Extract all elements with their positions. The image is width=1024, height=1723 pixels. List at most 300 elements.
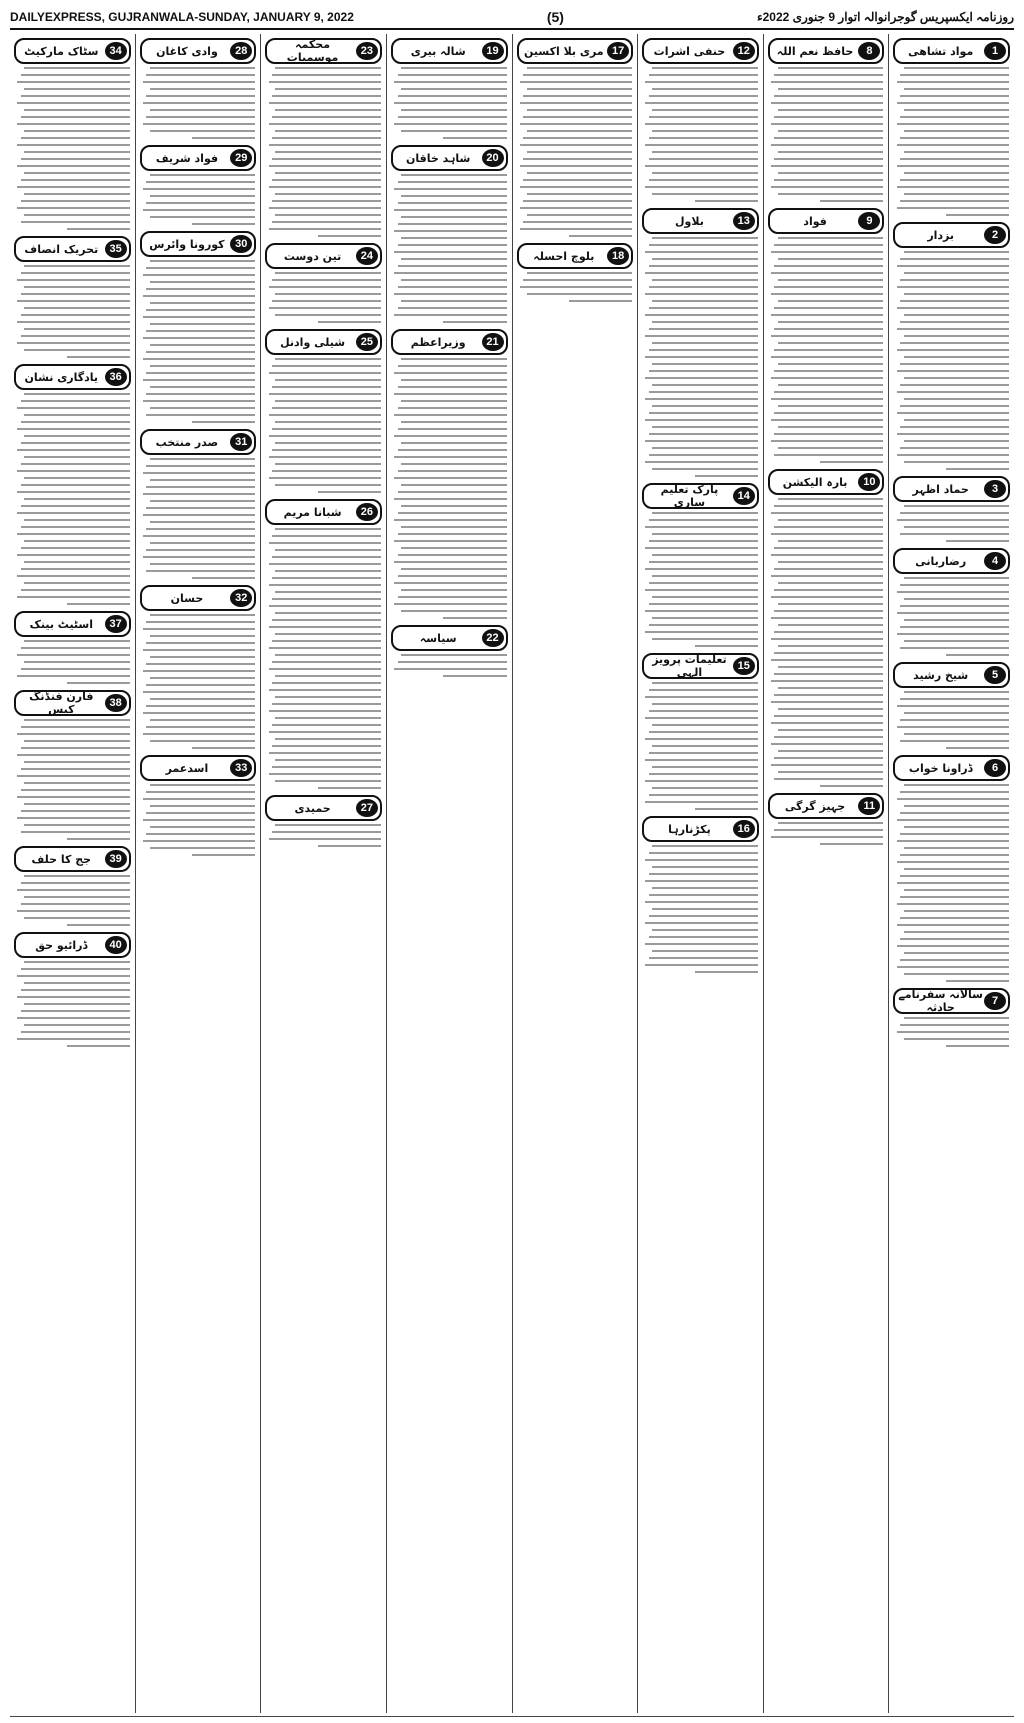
text-line	[394, 540, 506, 542]
text-line	[67, 228, 130, 230]
text-line	[24, 349, 129, 351]
text-line	[398, 286, 507, 288]
text-line	[24, 88, 129, 90]
text-line	[897, 798, 1009, 800]
text-line	[645, 314, 757, 316]
text-line	[520, 186, 632, 188]
text-line	[900, 447, 1009, 449]
text-line	[645, 440, 757, 442]
text-line	[272, 598, 381, 600]
text-line	[774, 307, 883, 309]
text-line	[275, 214, 380, 216]
text-line	[904, 931, 1009, 933]
text-line	[146, 621, 255, 623]
text-line	[652, 193, 757, 195]
text-line	[150, 719, 255, 721]
text-line	[649, 540, 758, 542]
text-line	[269, 144, 381, 146]
text-line	[652, 151, 757, 153]
story-body-text	[14, 67, 131, 230]
text-line	[645, 859, 757, 861]
text-line	[146, 705, 255, 707]
text-line	[900, 626, 1009, 628]
text-line	[904, 398, 1009, 400]
text-line	[900, 854, 1009, 856]
text-line	[774, 286, 883, 288]
text-line	[520, 81, 632, 83]
text-line	[24, 151, 129, 153]
text-line	[146, 507, 255, 509]
text-line	[778, 519, 883, 521]
text-line	[143, 295, 255, 297]
text-line	[143, 358, 255, 360]
text-line	[21, 335, 130, 337]
text-line	[946, 747, 1009, 749]
text-line	[645, 759, 757, 761]
text-line	[649, 307, 758, 309]
text-line	[269, 689, 381, 691]
text-line	[269, 477, 381, 479]
story-title: تعلیمات پرویز الہی	[652, 653, 727, 679]
text-line	[275, 151, 380, 153]
text-line	[146, 684, 255, 686]
story-heading	[391, 329, 508, 355]
text-line	[520, 228, 632, 230]
text-line	[904, 461, 1009, 463]
text-line	[401, 589, 506, 591]
text-line	[520, 144, 632, 146]
text-line	[900, 698, 1009, 700]
text-line	[146, 549, 255, 551]
text-line	[652, 109, 757, 111]
story-heading	[265, 329, 382, 355]
text-line	[67, 682, 130, 684]
story-body-text	[893, 1017, 1010, 1047]
text-line	[652, 384, 757, 386]
text-line	[649, 158, 758, 160]
text-line	[900, 279, 1009, 281]
text-line	[24, 435, 129, 437]
text-line	[269, 584, 381, 586]
text-line	[652, 887, 757, 889]
text-line	[900, 584, 1009, 586]
text-line	[21, 882, 130, 884]
text-line	[272, 470, 381, 472]
story-title: حافظ نعم اللہ	[776, 44, 854, 58]
text-line	[652, 363, 757, 365]
text-line	[17, 817, 129, 819]
text-line	[897, 370, 1009, 372]
text-line	[272, 200, 381, 202]
text-line	[649, 74, 758, 76]
text-line	[150, 109, 255, 111]
text-line	[778, 342, 883, 344]
text-line	[17, 186, 129, 188]
text-line	[649, 752, 758, 754]
text-line	[649, 179, 758, 181]
text-line	[649, 873, 758, 875]
text-line	[897, 819, 1009, 821]
text-line	[275, 717, 380, 719]
text-line	[645, 943, 757, 945]
text-line	[401, 654, 506, 656]
story-heading	[642, 483, 759, 509]
text-line	[401, 279, 506, 281]
text-line	[21, 505, 130, 507]
story-body-text	[893, 691, 1010, 749]
text-line	[146, 570, 255, 572]
text-line	[900, 833, 1009, 835]
text-line	[771, 419, 883, 421]
text-line	[774, 694, 883, 696]
story-number-badge: 1	[984, 42, 1006, 60]
text-line	[778, 708, 883, 710]
story-body-text	[140, 67, 257, 139]
text-line	[394, 477, 506, 479]
text-line	[17, 407, 129, 409]
text-line	[394, 456, 506, 458]
text-line	[778, 426, 883, 428]
news-story	[265, 795, 382, 847]
text-line	[771, 512, 883, 514]
story-body-text	[14, 961, 131, 1047]
text-line	[21, 589, 130, 591]
text-line	[150, 323, 255, 325]
text-line	[398, 596, 507, 598]
story-heading	[140, 231, 257, 257]
text-line	[649, 349, 758, 351]
text-line	[146, 309, 255, 311]
text-line	[401, 484, 506, 486]
text-line	[774, 433, 883, 435]
text-line	[146, 116, 255, 118]
text-line	[21, 768, 130, 770]
text-line	[771, 617, 883, 619]
text-line	[24, 109, 129, 111]
story-body-text	[140, 174, 257, 225]
text-line	[778, 645, 883, 647]
text-line	[272, 386, 381, 388]
text-line	[394, 272, 506, 274]
text-line	[24, 561, 129, 563]
text-line	[143, 733, 255, 735]
text-line	[649, 894, 758, 896]
text-line	[394, 81, 506, 83]
text-line	[904, 67, 1009, 69]
text-line	[150, 479, 255, 481]
text-line	[527, 67, 632, 69]
text-line	[520, 207, 632, 209]
text-line	[904, 1017, 1009, 1019]
text-line	[897, 265, 1009, 267]
text-line	[900, 959, 1009, 961]
text-line	[897, 207, 1009, 209]
story-number-badge: 12	[733, 42, 755, 60]
text-line	[269, 186, 381, 188]
text-line	[275, 379, 380, 381]
text-line	[904, 440, 1009, 442]
text-line	[67, 1045, 130, 1047]
text-line	[774, 547, 883, 549]
story-heading	[265, 38, 382, 64]
news-column	[135, 34, 261, 1713]
story-number-badge: 15	[733, 657, 755, 675]
text-line	[17, 428, 129, 430]
text-line	[272, 449, 381, 451]
story-number-badge: 36	[105, 368, 127, 386]
text-line	[21, 810, 130, 812]
text-line	[778, 88, 883, 90]
text-line	[192, 137, 255, 139]
text-line	[649, 286, 758, 288]
text-line	[269, 626, 381, 628]
text-line	[192, 747, 255, 749]
text-line	[900, 321, 1009, 323]
text-line	[523, 116, 632, 118]
story-number-badge: 23	[356, 42, 378, 60]
text-line	[17, 1017, 129, 1019]
text-line	[652, 908, 757, 910]
text-line	[904, 335, 1009, 337]
text-line	[21, 968, 130, 970]
text-line	[897, 102, 1009, 104]
story-title: ڈرائیو حق	[35, 938, 88, 952]
text-line	[645, 738, 757, 740]
text-line	[272, 766, 381, 768]
story-heading	[893, 38, 1010, 64]
story-heading	[140, 38, 257, 64]
story-heading	[893, 988, 1010, 1014]
story-title: شیخ رشید	[913, 668, 969, 682]
text-line	[269, 456, 381, 458]
text-line	[652, 682, 757, 684]
text-line	[652, 405, 757, 407]
text-line	[778, 822, 883, 824]
text-line	[649, 519, 758, 521]
text-line	[771, 575, 883, 577]
story-heading	[517, 38, 634, 64]
story-number-badge: 32	[230, 589, 252, 607]
text-line	[192, 223, 255, 225]
story-title: اسدعمر	[165, 761, 209, 775]
news-column	[512, 34, 638, 1713]
text-line	[771, 764, 883, 766]
text-line	[24, 661, 129, 663]
text-line	[272, 116, 381, 118]
text-line	[774, 265, 883, 267]
text-line	[771, 554, 883, 556]
story-body-text	[893, 67, 1010, 216]
story-number-badge: 7	[984, 992, 1006, 1010]
text-line	[143, 712, 255, 714]
story-body-text	[265, 824, 382, 847]
text-line	[443, 321, 506, 323]
text-line	[649, 710, 758, 712]
text-line	[21, 1010, 130, 1012]
story-title: حسان	[170, 591, 204, 605]
text-line	[527, 130, 632, 132]
story-heading	[768, 208, 885, 234]
text-line	[527, 172, 632, 174]
text-line	[649, 265, 758, 267]
text-line	[900, 812, 1009, 814]
text-line	[17, 81, 129, 83]
text-line	[401, 174, 506, 176]
text-line	[17, 733, 129, 735]
story-heading	[893, 222, 1010, 248]
text-line	[904, 784, 1009, 786]
story-title: مواد تشاھی	[908, 44, 974, 58]
text-line	[24, 414, 129, 416]
text-line	[652, 703, 757, 705]
story-heading	[14, 611, 131, 637]
story-title: فواد شریف	[155, 151, 219, 165]
story-title: فارن فنڈنگ کیس	[29, 690, 94, 716]
text-line	[394, 188, 506, 190]
text-line	[652, 258, 757, 260]
text-line	[398, 74, 507, 76]
text-line	[21, 200, 130, 202]
text-line	[394, 293, 506, 295]
story-number-badge: 37	[105, 615, 127, 633]
text-line	[652, 554, 757, 556]
text-line	[24, 286, 129, 288]
text-line	[652, 468, 757, 470]
text-line	[900, 1024, 1009, 1026]
news-story	[14, 846, 131, 926]
text-line	[269, 605, 381, 607]
text-line	[272, 158, 381, 160]
story-title: تین دوست	[283, 249, 342, 263]
text-line	[272, 279, 381, 281]
text-line	[774, 568, 883, 570]
text-line	[771, 123, 883, 125]
text-line	[394, 372, 506, 374]
story-heading	[893, 548, 1010, 574]
text-line	[904, 952, 1009, 954]
news-story	[14, 364, 131, 605]
masthead-urdu: روزنامہ ایکسپریس گوجرانوالہ اتوار 9 جنوری 2022ء	[756, 10, 1014, 24]
text-line	[523, 179, 632, 181]
text-line	[146, 486, 255, 488]
text-line	[523, 95, 632, 97]
text-line	[900, 426, 1009, 428]
text-line	[24, 640, 129, 642]
text-line	[652, 342, 757, 344]
text-line	[900, 74, 1009, 76]
text-line	[269, 435, 381, 437]
text-line	[649, 433, 758, 435]
text-line	[523, 279, 632, 281]
text-line	[904, 526, 1009, 528]
text-line	[401, 610, 506, 612]
story-title: وزیراعظم	[410, 335, 466, 349]
text-line	[771, 102, 883, 104]
text-line	[150, 847, 255, 849]
story-number-badge: 17	[607, 42, 629, 60]
text-line	[21, 116, 130, 118]
text-line	[771, 533, 883, 535]
text-line	[150, 365, 255, 367]
text-line	[771, 186, 883, 188]
text-line	[21, 568, 130, 570]
story-heading	[140, 429, 257, 455]
story-title: جج کا حلف	[31, 852, 92, 866]
story-number-badge: 22	[482, 629, 504, 647]
text-line	[897, 286, 1009, 288]
text-line	[774, 244, 883, 246]
text-line	[24, 803, 129, 805]
text-line	[272, 640, 381, 642]
text-line	[150, 386, 255, 388]
text-line	[695, 645, 758, 647]
text-line	[272, 365, 381, 367]
story-body-text	[391, 67, 508, 139]
text-line	[645, 272, 757, 274]
text-line	[146, 812, 255, 814]
text-line	[778, 363, 883, 365]
text-line	[150, 784, 255, 786]
text-line	[645, 144, 757, 146]
text-line	[143, 514, 255, 516]
story-heading	[642, 816, 759, 842]
story-number-badge: 13	[733, 212, 755, 230]
text-line	[146, 414, 255, 416]
story-number-badge: 35	[105, 240, 127, 258]
story-title: اسٹیٹ بینک	[29, 617, 94, 631]
text-line	[649, 603, 758, 605]
text-line	[904, 1038, 1009, 1040]
text-line	[401, 505, 506, 507]
story-heading	[642, 38, 759, 64]
text-line	[645, 717, 757, 719]
text-line	[778, 151, 883, 153]
text-line	[774, 454, 883, 456]
text-line	[652, 638, 757, 640]
text-line	[269, 286, 381, 288]
text-line	[17, 554, 129, 556]
text-line	[398, 223, 507, 225]
text-line	[904, 598, 1009, 600]
story-number-badge: 10	[858, 473, 880, 491]
news-story	[768, 208, 885, 463]
story-number-badge: 16	[733, 820, 755, 838]
text-line	[275, 675, 380, 677]
text-line	[150, 88, 255, 90]
text-line	[649, 852, 758, 854]
text-line	[269, 102, 381, 104]
story-body-text	[642, 237, 759, 477]
masthead	[10, 6, 1014, 30]
story-heading	[768, 38, 885, 64]
text-line	[897, 705, 1009, 707]
text-line	[652, 575, 757, 577]
text-line	[394, 251, 506, 253]
text-line	[523, 221, 632, 223]
news-columns	[10, 34, 1014, 1713]
story-number-badge: 8	[858, 42, 880, 60]
text-line	[900, 95, 1009, 97]
text-line	[394, 561, 506, 563]
text-line	[17, 1038, 129, 1040]
text-line	[820, 200, 883, 202]
text-line	[394, 230, 506, 232]
text-line	[527, 151, 632, 153]
story-body-text	[517, 272, 634, 302]
text-line	[771, 144, 883, 146]
text-line	[150, 500, 255, 502]
text-line	[904, 505, 1009, 507]
